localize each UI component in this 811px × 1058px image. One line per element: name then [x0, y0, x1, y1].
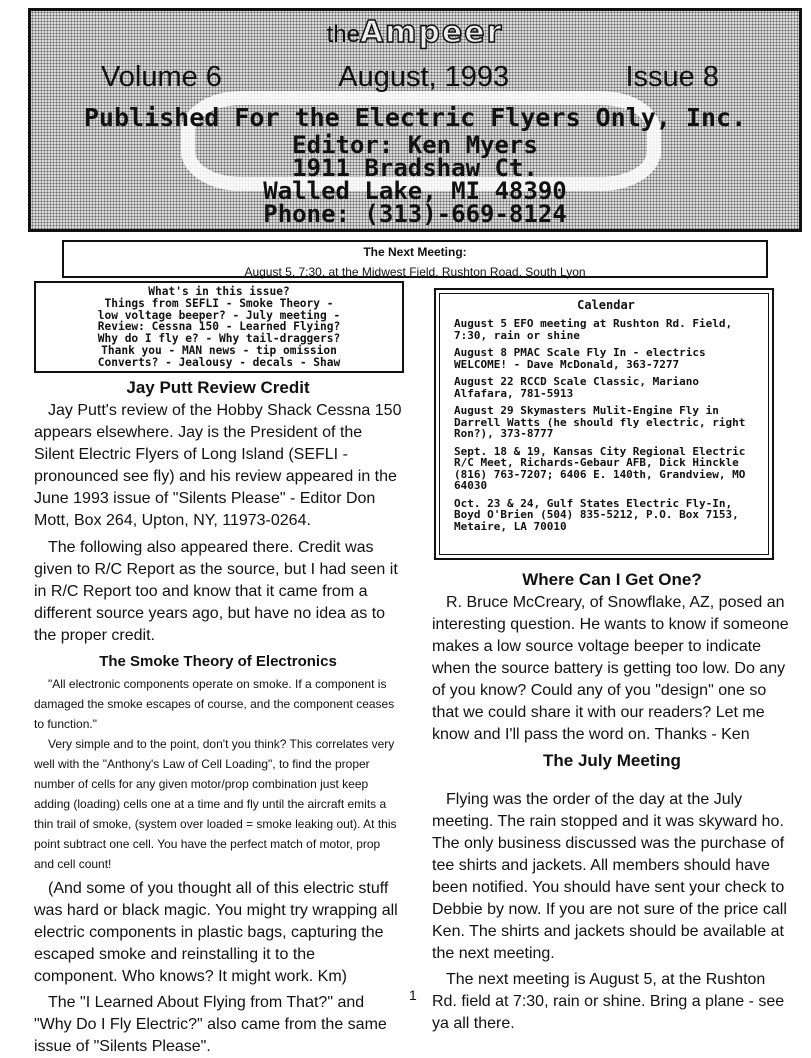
july-paragraph-2: The next meeting is August 5, at the Rushton Rd. field at 7:30, rain or shine. Bring a plane - see ya all there. [432, 971, 785, 1032]
calendar-box [434, 288, 774, 560]
issue-date: August, 1993 [338, 61, 510, 93]
smoke-paragraph-4: The "I Learned About Flying from That?" and "Why Do I Fly Electric?" also came from the same issue of "Silents Please". [34, 994, 387, 1055]
calendar-item: Sept. 18 & 19, Kansas City Regional Electric R/C Meet, Richards-Gebaur AFB, Dick Hinckle (816) 763-7207; 6406 E. 140th, Grandview, MO 64030 [454, 444, 746, 492]
newsletter-title [31, 15, 799, 50]
smoke-paragraph-2: Very simple and to the point, don't you think? This correlates very well with the "Anthony's Law of Cell Loading", to find the proper number of cells for any given motor/prop combination just keep adding (loading) cells one at a time and fly until the aircraft emits a thin trail of smoke, (system over loaded = smoke leaking out). At this point subtract one cell. You have the perfect match of motor, prop and cell count! [34, 737, 397, 871]
volume-line [101, 61, 719, 94]
next-meeting-detail: August 5, 7:30, at the Midwest Field, Rushton Road, South Lyon [244, 265, 586, 279]
issue-line: Converts? - Jealousy - decals - Shaw [97, 355, 341, 369]
in-this-issue-box [34, 281, 404, 373]
issue-line: Thank you - MAN news - tip omission [101, 343, 337, 357]
issue-line: Why do I fly e? - Why tail-draggers? [97, 332, 341, 346]
in-this-issue-title: What's in this issue? [148, 285, 290, 298]
july-paragraph-1: Flying was the order of the day at the July meeting. The rain stopped and it was skyward ho. The only business discussed was the purchase of tee shirts and jackets. All members should have been notified. You should have sent your check to Debbie by now. If you are not sure of the price call Ken. The shirts and jackets should be available at the next meeting. [432, 791, 787, 962]
calendar-item: Oct. 23 & 24, Gulf States Electric Fly-In, Boyd O'Brien (504) 835-5212, P.O. Box 7153, Metaire, LA 70010 [454, 496, 739, 533]
calendar-title: Calendar [577, 298, 635, 312]
editor: Editor: Ken Myers [292, 131, 538, 159]
next-meeting-title: The Next Meeting: [363, 245, 467, 259]
publisher-line: Published For the Electric Flyers Only, Inc. [83, 103, 747, 132]
calendar-item: August 22 RCCD Scale Classic, Mariano Alfafara, 781-5913 [454, 375, 700, 400]
street: 1911 Bradshaw Ct. [292, 154, 538, 182]
jay-putt-paragraph-2: The following also appeared there. Credit was given to R/C Report as the source, but I had seen it in R/C Report too and know that it came from a different source years ago, but have no idea as to the proper credit. [34, 539, 398, 644]
volume: Volume 6 [101, 61, 222, 93]
page-number: 1 [409, 987, 417, 1003]
calendar-item: August 5 EFO meeting at Rushton Rd. Field, 7:30, rain or shine [454, 317, 733, 342]
smoke-theory-heading: The Smoke Theory of Electronics [99, 653, 337, 670]
title-ampeer: Ampeer [359, 15, 504, 50]
smoke-paragraph-3: (And some of you thought all of this electric stuff was hard or black magic. You might try wrapping all electric components in plastic bags, capturing the escaped smoke and reinstalling it to the component. Who knows? It might work. Km) [34, 880, 398, 985]
issue-number: Issue 8 [625, 61, 719, 93]
issue-line: Review: Cessna 150 - Learned Flying? [97, 320, 341, 334]
left-column [34, 376, 402, 1058]
editor-address [31, 131, 799, 228]
right-column [432, 568, 792, 1035]
calendar-inner [439, 293, 769, 555]
calendar-item: August 8 PMAC Scale Fly In - electrics WELCOME! - Dave McDonald, 363-7277 [454, 346, 706, 371]
calendar-item: August 29 Skymasters Mulit-Engine Fly in Darrell Watts (he should fly electric, right Ron?), 373-8777 [454, 404, 746, 440]
issue-line: low voltage beeper? - July meeting - [97, 308, 341, 322]
issue-line: Things from SEFLI - Smoke Theory - [104, 296, 334, 310]
smoke-paragraph-1: "All electronic components operate on smoke. If a component is damaged the smoke escapes of course, and the component ceases to function." [34, 677, 395, 731]
july-meeting-heading: The July Meeting [543, 751, 681, 770]
masthead [28, 8, 802, 232]
phone: Phone: (313)-669-8124 [263, 200, 567, 228]
where-paragraph: R. Bruce McCreary, of Snowflake, AZ, posed an interesting question. He wants to know if someone makes a low source voltage beeper to indicate when the source battery is getting too low. Do any of you know? Could any of you "design" one so that we could share it with our readers? Let me know and I'll pass the word on. Thanks - Ken [432, 594, 789, 743]
jay-putt-heading: Jay Putt Review Credit [126, 378, 310, 397]
where-heading: Where Can I Get One? [522, 570, 702, 589]
jay-putt-paragraph-1: Jay Putt's review of the Hobby Shack Cessna 150 appears elsewhere. Jay is the President of the Silent Electric Flyers of Long Island (SEFLI - pronounced see fly) and his review appeared in the June 1993 issue of "Silents Please" - Editor Don Mott, Box 264, Upton, NY, 11973-0264. [34, 402, 402, 529]
next-meeting-box [62, 240, 768, 278]
city: Walled Lake, MI 48390 [263, 177, 567, 205]
title-the: the [326, 21, 360, 48]
